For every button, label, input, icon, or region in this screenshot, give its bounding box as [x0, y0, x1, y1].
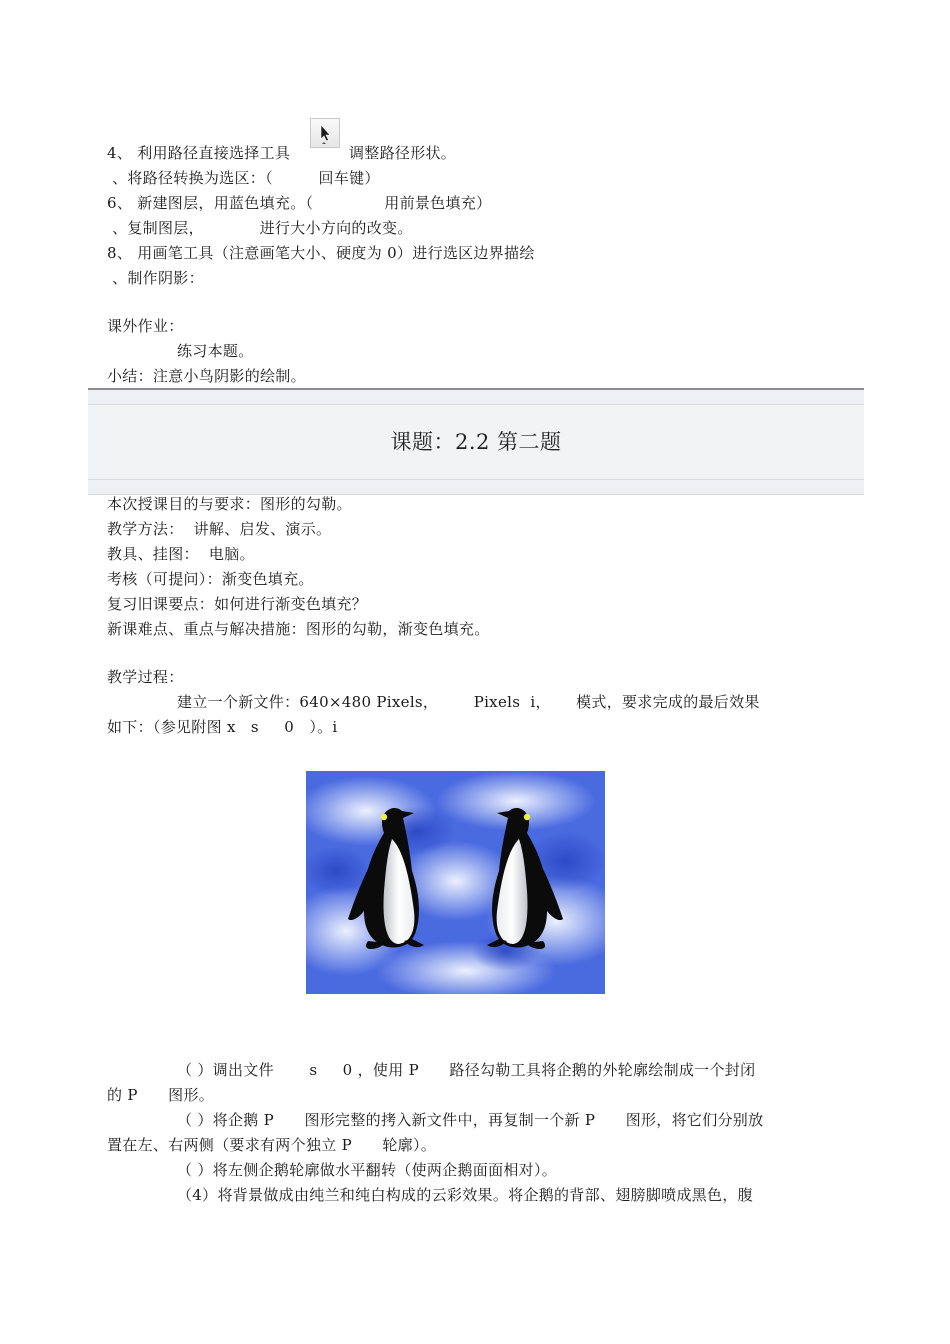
summary-text: 小结：注意小鸟阴影的绘制。: [107, 367, 306, 385]
homework-content: 练习本题。: [177, 342, 254, 360]
step-5-text: 、将路径转换为选区：（ 回车键）: [107, 169, 380, 187]
direct-selection-tool-icon: [310, 118, 340, 148]
process-intro-line2: 如下：（参见附图 x s 0 ）。i: [107, 718, 338, 736]
instruction-1-line2: 的 P 图形。: [107, 1086, 215, 1104]
review-points: 复习旧课要点：如何进行渐变色填充？: [107, 595, 368, 613]
penguin-illustration: [306, 771, 605, 994]
instruction-1-line1: （ ）调出文件 s 0 ，使用 P 路径勾勒工具将企鹅的外轮廓绘制成一个封闭: [177, 1061, 756, 1079]
lesson-header-inner: [88, 404, 864, 480]
teaching-method: 教学方法： 讲解、启发、演示。: [107, 520, 332, 538]
instruction-2-line2: 置在左、右两侧（要求有两个独立 P 轮廓）。: [107, 1136, 437, 1154]
lesson-header: [88, 388, 864, 495]
homework-label: 课外作业：: [107, 317, 184, 335]
step-9-text: 、制作阴影：: [107, 269, 204, 287]
process-intro-line1: 建立一个新文件：640×480 Pixels， Pixels i， 模式，要求完成的最后效果: [177, 693, 760, 711]
key-points: 新课难点、重点与解决措施：图形的勾勒，渐变色填充。: [107, 620, 490, 638]
teaching-tools: 教具、挂图： 电脑。: [107, 545, 255, 563]
instruction-3: （ ）将左侧企鹅轮廓做水平翻转（使两企鹅面面相对）。: [177, 1161, 558, 1179]
process-label: 教学过程：: [107, 668, 184, 686]
step-7-text: 、复制图层， 进行大小方向的改变。: [107, 219, 413, 237]
instruction-2-line1: （ ）将企鹅 P 图形完整的拷入新文件中，再复制一个新 P 图形，将它们分别放: [177, 1111, 764, 1129]
step-4-tail: 调整路径形状。: [349, 144, 457, 162]
lesson-title: 课题：2.2 第二题: [390, 430, 562, 454]
step-8-text: 8、 用画笔工具（注意画笔大小、硬度为 0）进行选区边界描绘: [107, 244, 535, 262]
lesson-goal: 本次授课目的与要求：图形的勾勒。: [107, 495, 352, 513]
step-6-text: 6、 新建图层，用蓝色填充。（ 用前景色填充）: [107, 194, 492, 212]
instruction-4: （4）将背景做成由纯兰和纯白构成的云彩效果。将企鹅的背部、翅膀脚喷成黑色，腹: [177, 1186, 753, 1204]
step-4-text: 4、 利用路径直接选择工具: [107, 144, 291, 162]
assessment: 考核（可提问）：渐变色填充。: [107, 570, 314, 588]
